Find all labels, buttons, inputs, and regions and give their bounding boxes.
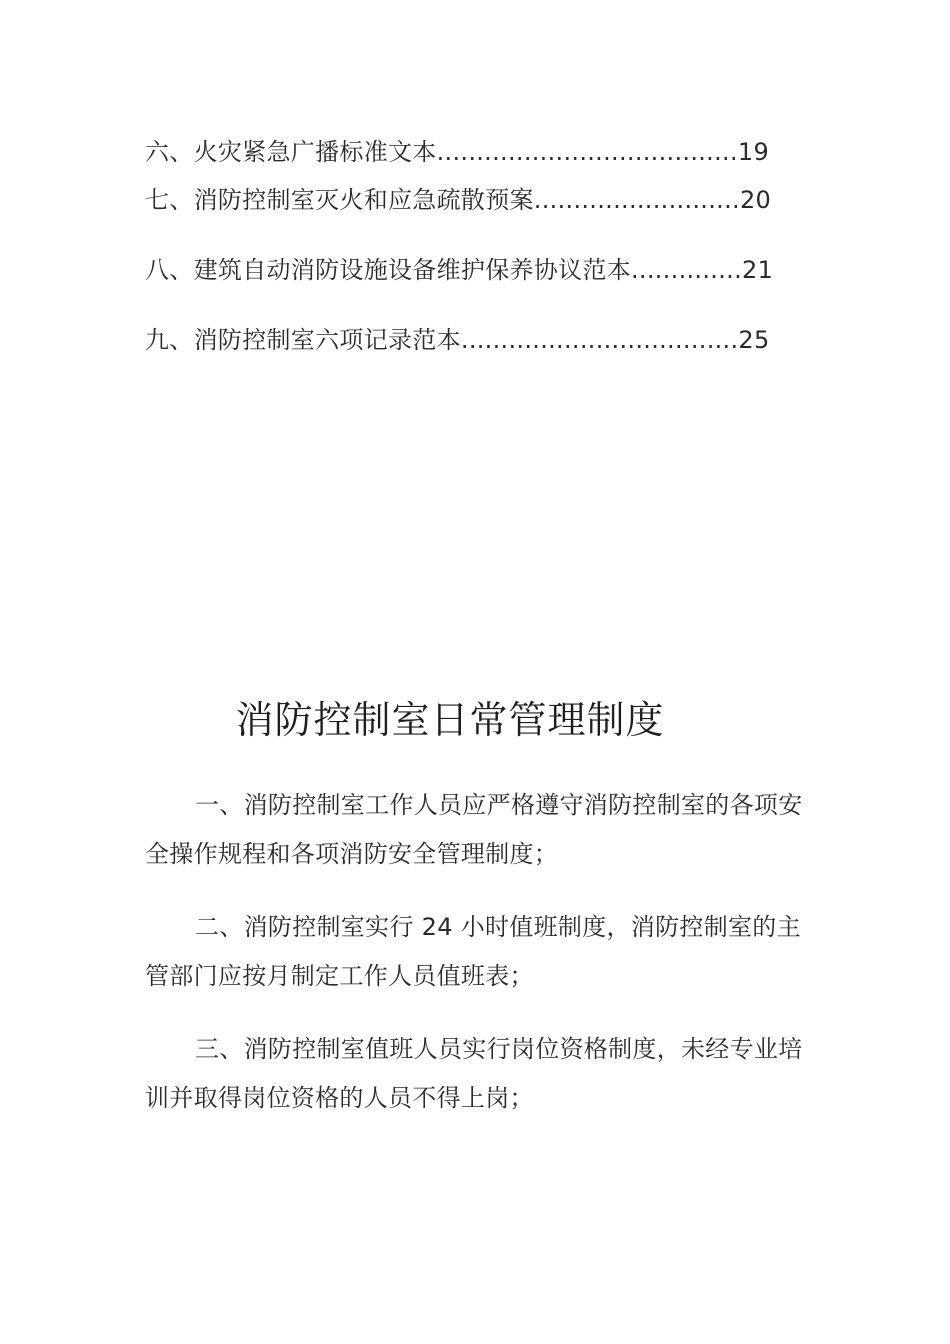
section-title: 消防控制室日常管理制度 xyxy=(235,698,665,742)
paragraph: 三、消防控制室值班人员实行岗位资格制度，未经专业培训并取得岗位资格的人员不得上岗； xyxy=(145,1035,803,1112)
toc-entry: 八、建筑自动消防设施设备维护保养协议范本..............21 xyxy=(145,256,774,284)
section-body xyxy=(145,781,810,1123)
paragraph: 二、消防控制室实行 24 小时值班制度，消防控制室的主管部门应按月制定工作人员值班表； xyxy=(145,913,801,990)
paragraph: 一、消防控制室工作人员应严格遵守消防控制室的各项安全操作规程和各项消防安全管理制度； xyxy=(145,791,803,868)
table-of-contents xyxy=(145,128,810,364)
toc-entry: 六、火灾紧急广播标准文本......................................19 七、消防控制室灭火和应急疏散预案..........................20 xyxy=(145,138,772,214)
toc-entry: 九、消防控制室六项记录范本...................................25 xyxy=(145,326,770,354)
